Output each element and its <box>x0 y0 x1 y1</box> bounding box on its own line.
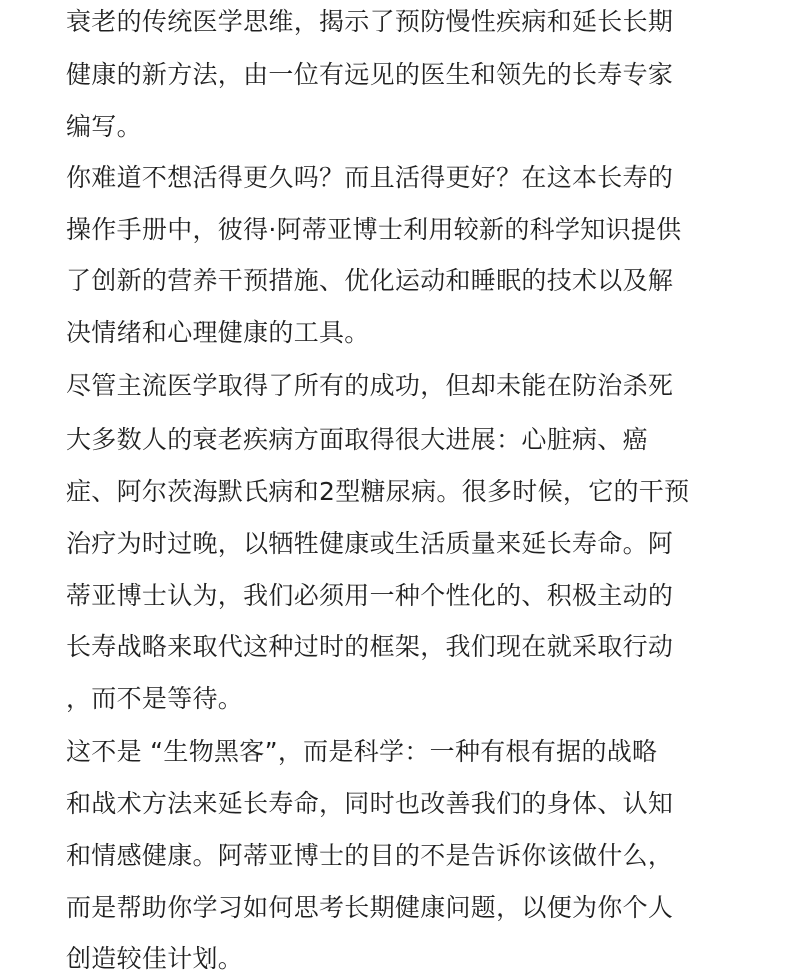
text-line: 决情绪和心理健康的工具。 <box>66 318 370 347</box>
text-line: 治疗为时过晚，以牺牲健康或生活质量来延长寿命。阿 <box>66 529 674 558</box>
text-line: 操作手册中，彼得·阿蒂亚博士利用较新的科学知识提供 <box>66 215 682 244</box>
text-line: 而是帮助你学习如何思考长期健康问题，以便为你个人 <box>66 893 674 922</box>
text-line: 和情感健康。阿蒂亚博士的目的不是告诉你该做什么， <box>66 841 674 870</box>
text-line: 和战术方法来延长寿命，同时也改善我们的身体、认知 <box>66 789 674 818</box>
text-line: 编写。 <box>66 112 142 141</box>
text-line: 长寿战略来取代这种过时的框架，我们现在就采取行动 <box>66 632 674 661</box>
text-line: 蒂亚博士认为，我们必须用一种个性化的、积极主动的 <box>66 581 674 610</box>
text-line: 大多数人的衰老疾病方面取得很大进展：心脏病、癌 <box>66 425 648 454</box>
text-line: 你难道不想活得更久吗？而且活得更好？在这本长寿的 <box>66 163 674 192</box>
text-line: 症、阿尔茨海默氏病和2型糖尿病。很多时候，它的干预 <box>66 477 690 506</box>
text-line: 这不是 “生物黑客”，而是科学：一种有根有据的战略 <box>66 737 658 766</box>
text-line: 尽管主流医学取得了所有的成功，但却未能在防治杀死 <box>66 371 674 400</box>
text-line: 创造较佳计划。 <box>66 944 244 973</box>
text-line: 健康的新方法，由一位有远见的医生和领先的长寿专家 <box>66 60 674 89</box>
text-line: 了创新的营养干预措施、优化运动和睡眠的技术以及解 <box>66 266 674 295</box>
text-line: ，而不是等待。 <box>66 684 244 713</box>
text-line: 衰老的传统医学思维，揭示了预防慢性疾病和延长长期 <box>66 7 674 36</box>
